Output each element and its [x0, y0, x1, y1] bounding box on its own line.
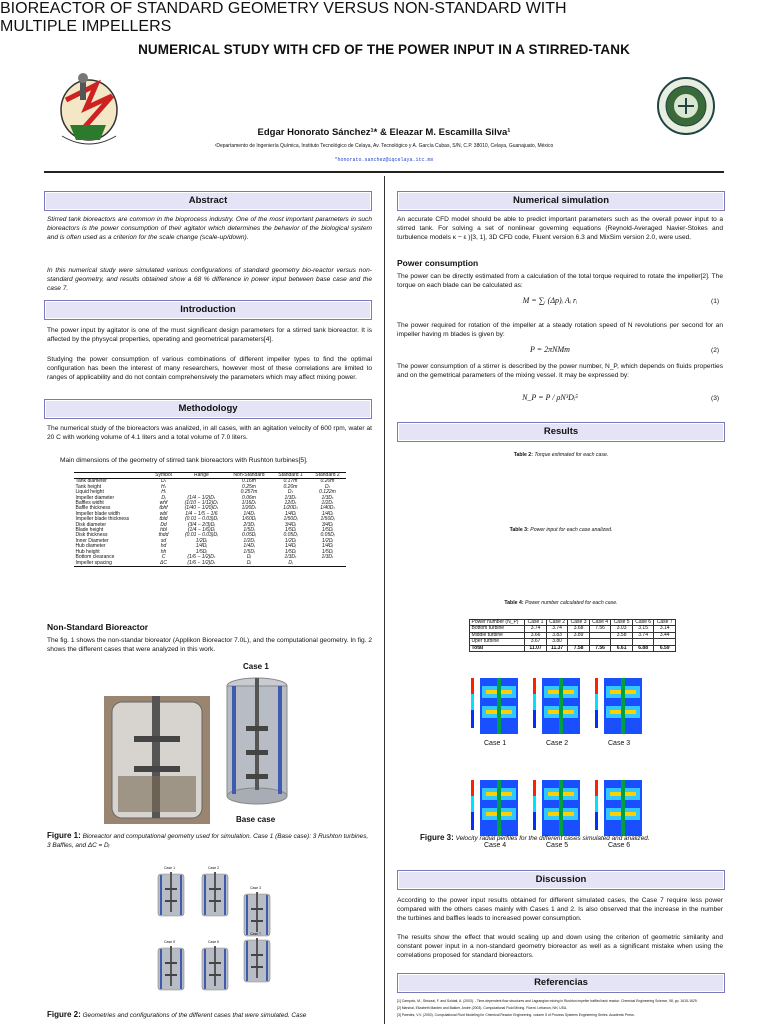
table-cell: 1/4Dᵢ: [284, 543, 297, 550]
reference-1: [1] Campolo, M., Sbrizzai, F. and Soldati, A. (2003). - Time-dependent flow structures and Lagrangian mixing in Rushton impeller baffled tank reactor. Chemical Engineering Science, 58, pp. 1615-1629.: [397, 999, 698, 1003]
fig1-caption: [47, 832, 372, 850]
table-cell: sd: [160, 537, 167, 544]
section-references: Referencias: [397, 973, 725, 993]
intro-p2: Studying the power consumption of various combinations of different impeller types to find the optimal configuration has been the interest of many researchers, however most of these correlations are limited to ranges of applicability and do not contain comprehensively the parameters which may affect mixing power.: [47, 356, 372, 381]
table2-label: Table 2:: [513, 452, 533, 458]
col-header: Case 7: [654, 620, 676, 626]
table-cell: Dₜ: [287, 489, 294, 496]
table-cell: 0.06m: [242, 494, 256, 501]
table-cell: 1/5Dᵢ: [243, 527, 255, 534]
table-cell: tbhf: [159, 505, 168, 512]
col-header: Case 2: [546, 620, 568, 626]
table-cell: Hub height: [75, 548, 100, 555]
title-line-2: BIOREACTOR OF STANDARD GEOMETRY VERSUS NON-STANDARD WITH: [0, 0, 567, 17]
column-divider: [384, 176, 385, 1024]
table-cell: 0.20m: [320, 478, 335, 485]
reference-2: [2] Marshal, Elizabeth Marden and Bakker, André (2003). Computational Fluid Mixing. Fluent. Lebanon, NH, USA.: [397, 1006, 568, 1010]
table-cell: Inner Diameter: [75, 537, 109, 544]
numerical-p2: The power can be directly estimated from a calculation of the total torque required to rotate the impeller[2]. The torque on each blade can be calculated as:: [397, 273, 723, 289]
table2-caption: [397, 452, 725, 458]
col-header: Power number (N_P): [470, 620, 525, 626]
header-divider: [44, 171, 724, 173]
table-cell: 1/4Dᵢ: [243, 510, 255, 517]
table-cell: 1/5Dᵢ: [284, 527, 297, 534]
authors: Edgar Honorato Sánchez¹* & Eleazar M. Escamilla Silva¹: [257, 127, 511, 138]
table-cell: 1/5Dᵢ: [284, 548, 297, 555]
table-cell: (1/4 − 1/6)Dᵢ: [187, 527, 215, 534]
table-cell: 0.122m: [319, 489, 336, 496]
fig3-case-label: Case 3: [608, 740, 631, 747]
table-cell: Middle turbine: [470, 632, 525, 638]
table-cell: 12/Dₜ: [284, 500, 297, 507]
col-header: Case 3: [568, 620, 590, 626]
col-header: Case 6: [632, 620, 654, 626]
table-cell: 0.05Dᵢ: [283, 532, 298, 539]
table-cell: Dₜ: [160, 478, 167, 485]
col-header: Standard 1: [278, 472, 303, 478]
fig3-label: Figure 3:: [420, 833, 454, 842]
fig2-case-geometry: [242, 938, 272, 984]
table-cell: Liquid height: [75, 489, 104, 496]
table-cell: Dd: [160, 521, 167, 528]
table-cell: Dᵢ: [161, 494, 166, 501]
email-link[interactable]: *honorato.sanchez@iqcelaya.itc.mx: [334, 157, 434, 163]
table-cell: Total: [470, 645, 525, 651]
table-cell: Tank height: [75, 483, 102, 490]
table-cell: 1/2Dᵢ: [284, 537, 297, 544]
table-cell: 1/16Dₜ: [241, 500, 257, 507]
table-cell: 3/4Dᵢ: [321, 521, 334, 528]
table-cell: Blade height: [75, 527, 104, 534]
equation-2-number: (2): [711, 347, 720, 354]
table4-caption: [397, 600, 725, 606]
fig2-case-geometry: [156, 872, 186, 918]
table-cell: Bottom turbine: [470, 626, 525, 632]
table-cell: [309, 561, 346, 567]
table-cell: 1/3Dₜ: [284, 554, 297, 561]
velocity-heatmap: [470, 778, 524, 840]
table-cell: 11.07: [525, 645, 547, 651]
table-cell: Dᵢ: [288, 559, 293, 566]
table-cell: 1/5Dᵢ: [321, 527, 334, 534]
table-cell: hd: [160, 543, 167, 550]
velocity-heatmap: [532, 778, 586, 840]
table-cell: 1/50Dᵢ: [283, 516, 298, 523]
table-cell: Impeller spacing: [75, 559, 112, 566]
fig3-case-label: Case 2: [546, 740, 569, 747]
fig2-case-label: Case 3: [250, 886, 262, 890]
fig2-case-label: Case 6: [208, 940, 220, 944]
section-discussion: Discussion: [397, 870, 725, 890]
fig3-case-label: Case 5: [546, 842, 569, 849]
methodology-p1: The numerical study of the bioreactors was analized, in all cases, with an agitation velocity of 600 rpm, water at 20 C with working volume of 4.1 liters and a total volume of 7.0 liters.: [47, 425, 372, 441]
table-cell: (1/40 − 1/20)Dₜ: [184, 505, 219, 512]
title-line-3: MULTIPLE IMPELLERS: [0, 18, 172, 35]
table-cell: 6.88: [632, 645, 654, 651]
fig3-case-label: Case 6: [608, 842, 631, 849]
table-cell: Hub diameter: [75, 543, 106, 550]
table-cell: Disk thickness: [75, 532, 108, 539]
table-cell: 2/3Dᵢ: [243, 521, 255, 528]
table-cell: 1/4Dᵢ: [195, 543, 207, 550]
fig2-text: Geometries and configurations of the different cases that were simulated. Case: [82, 1012, 307, 1019]
equation-3: N_P = P / ρN³Dᵢ⁵: [522, 393, 578, 402]
table-cell: tbld: [159, 516, 168, 523]
table-cell: 6.59: [654, 645, 676, 651]
section-introduction: Introduction: [44, 300, 372, 320]
table-cell: Uper turbine: [470, 639, 525, 645]
table-cell: 1/5Dᵢ: [321, 548, 334, 555]
velocity-heatmap: [470, 676, 524, 738]
fig2-case-label: Case 5: [164, 940, 176, 944]
table-cell: 3.58: [611, 632, 633, 638]
table-cell: 3.83: [546, 632, 568, 638]
table-cell: 3.03: [611, 626, 633, 632]
title-line-1: NUMERICAL STUDY WITH CFD OF THE POWER INPUT IN A STIRRED-TANK: [138, 42, 630, 57]
discussion-p1: According to the power input results obtained for different simulated cases, the Case 7 require less power compared with the others cases mainly with Cases 1 and 2. Is also observed that the increase in the number the turbines and baffles leads to increased power consumption.: [397, 897, 723, 922]
table-cell: 1/20Dₜ: [283, 505, 298, 512]
table-cell: wbl: [159, 510, 168, 517]
table-cell: hh: [160, 548, 167, 555]
col-header: Non-Standard: [233, 472, 265, 478]
section-results: Results: [397, 422, 725, 442]
table-cell: 3.68: [568, 626, 590, 632]
fig3-case-label: Case 1: [484, 740, 507, 747]
table-cell: 7.58: [568, 645, 590, 651]
table-cell: 3.74: [546, 626, 568, 632]
table1-caption: Main dimensions of the geometry of stirred tank bioreactors with Rushton turbines[5].: [60, 457, 308, 464]
table-cell: 7.56: [589, 645, 611, 651]
abstract-p1: Stirred tank bioreactors are common in the bioprocess industry. One of the most important parameters in such bioreactors is the power consumption of their agitator which determines the behavior of the biological system and is often used as a criterion for the scale change (scale-up/down).: [47, 216, 372, 241]
section-numerical: Numerical simulation: [397, 191, 725, 211]
table-cell: Impeller blade thickness: [75, 516, 130, 523]
table-cell: thdd: [158, 532, 169, 539]
table-cell: 0.05Dᵢ: [320, 532, 335, 539]
bioreactor-photo: [104, 696, 210, 824]
table-row: [470, 645, 676, 651]
section-abstract: Abstract: [44, 191, 372, 211]
table-cell: Bottom clearance: [75, 554, 115, 561]
table-cell: hbl: [160, 527, 167, 534]
table-cell: (0.01 − 0.03)Dᵢ: [185, 516, 218, 523]
table-cell: 1/3Dₜ: [321, 494, 334, 501]
table-cell: Impeller diameter: [75, 494, 115, 501]
table-cell: 3.14: [654, 626, 676, 632]
table-row: [74, 561, 346, 567]
table-cell: 0.16m: [242, 478, 256, 485]
table-cell: Baffle thickness: [75, 505, 111, 512]
table-cell: 1/4Dᵢ: [284, 510, 297, 517]
table-cell: Tank diameter: [75, 478, 107, 485]
affiliation: ¹Departamento de Ingeniería Química, Instituto Tecnológico de Celaya, Av. Tecnológico y A. García Cubas, S/N, C.P. 38010, Celaya, Guanajuato, México: [214, 143, 554, 149]
table-cell: Dₜ: [324, 483, 331, 490]
table-cell: 1/4Dᵢ: [321, 543, 334, 550]
table-cell: 1/60Dᵢ: [242, 516, 256, 523]
table-cell: whf: [159, 500, 168, 507]
table-cell: 3.74: [632, 632, 654, 638]
col-header: Case 5: [611, 620, 633, 626]
table-cell: 1/50Dᵢ: [320, 516, 335, 523]
col-header: Standard 2: [315, 472, 340, 478]
table-cell: 0.257m: [240, 489, 258, 496]
col-header: Case 4: [589, 620, 611, 626]
numerical-p1: An accurate CFD model should be able to predict important parameters such as the overall power input to a stirred tank. For solving a set of nonlinear governing equations (Reynold-Averaged Navier-Stokes and turbulence models κ − ε )[3, 1], 3D CFD code, Fluent version 6.3 and MixSim version 2.0, were used.: [397, 216, 723, 241]
fig1-text: Bioreactor and computational geometry used for simulation. Case 1 (Base case): 3 Rushton turbines, 3 Baffles, and ΔC = Dᵢ: [47, 833, 369, 849]
equation-1: M = ∑ᵢ (Δp)ᵢ Aᵢ rᵢ: [522, 296, 578, 305]
table2-caption-text: Torque estimated for each case.: [534, 452, 609, 458]
table3-caption-text: Power input for each case analized.: [530, 527, 613, 533]
dimensions-table: [74, 472, 346, 567]
table-cell: 1/3Dₜ: [284, 494, 297, 501]
table-cell: Dᵢ: [246, 554, 252, 561]
table-cell: 0.17m: [283, 478, 298, 485]
table-cell: Disk diameter: [75, 521, 107, 528]
table-cell: 6.61: [611, 645, 633, 651]
table-cell: (1/4 − 1/2)Dₜ: [187, 494, 216, 501]
table-cell: 0.05Dᵢ: [242, 532, 256, 539]
discussion-p2: The results show the effect that would scaling up and down using the criterion of geometric similarity and constant power input in a non-standard geometry bioreactor as well as a significant mistake when using the correlations proposed for standard bioreactors.: [397, 934, 723, 959]
intro-p1: The power input by agitator is one of the must significant design parameters for a stirred tank bioreactor. It is affected by the physycal properties, operating and geometrical parameters[4].: [47, 327, 372, 343]
table-cell: 3.89: [568, 632, 590, 638]
table-cell: 11.37: [546, 645, 568, 651]
table-cell: 7.56: [589, 626, 611, 632]
table3-caption: [397, 527, 725, 533]
fig1-label: Figure 1:: [47, 831, 81, 840]
fig1-basecase-label: Base case: [236, 815, 276, 824]
table-cell: 1/3Dₜ: [321, 554, 334, 561]
nonstandard-p1: The fig. 1 shows the non-standar bioreator (Applikon Bioreactor 7.0L), and the computational geometry. In fig. 2 shows the different cases that were analyzed in this work.: [47, 637, 372, 653]
equation-1-number: (1): [711, 298, 720, 305]
fig3-case-label: Case 4: [484, 842, 507, 849]
table-cell: (3/4 − 2/3)Dᵢ: [187, 521, 215, 528]
table-cell: 0.25m: [242, 483, 256, 490]
section-methodology: Methodology: [44, 399, 372, 419]
equation-3-number: (3): [711, 395, 720, 402]
fig2-case-geometry: [156, 946, 186, 992]
fig2-case-label: Case 7: [250, 932, 262, 936]
computational-geometry: [222, 676, 292, 806]
table4-label: Table 4:: [504, 600, 524, 606]
table-cell: 3.15: [632, 626, 654, 632]
table-cell: 0.20m: [283, 483, 298, 490]
table-cell: 1/4Dᵢ: [243, 543, 255, 550]
table-cell: Hₗ: [161, 489, 166, 496]
table-cell: C: [161, 554, 166, 561]
col-header: Range: [194, 472, 209, 478]
table-cell: Baffles widht: [75, 500, 104, 507]
table-cell: 1/20Dₜ: [241, 505, 257, 512]
table-cell: Impeller blade width: [75, 510, 120, 517]
table-cell: 1/2Dᵢ: [195, 537, 207, 544]
table-cell: 1/4Dᵢ: [321, 510, 334, 517]
fig3-text: Velocity radial perfiles for the different cases simulated and analized.: [455, 835, 650, 842]
table-cell: (1/6 − 1/2)Dₜ: [187, 559, 216, 566]
table-cell: 3.74: [525, 626, 547, 632]
numerical-p3: The power required for rotation of the impeller at a steady rotation speed of N revolutions per second for an impeller having m blades is given by:: [397, 322, 723, 338]
table-cell: 1/2Dᵢ: [243, 537, 255, 544]
abstract-p2: In this numerical study were simulated various configurations of standard geometry bio-reactor versus non-standard geometry, and results obtained show a 68 % difference in power input between base case and the case 7.: [47, 267, 372, 292]
table-cell: 3.66: [525, 632, 547, 638]
col-header: Case 1: [525, 620, 547, 626]
table-cell: Hₜ: [160, 483, 167, 490]
fig3-caption: [420, 834, 725, 844]
table-cell: ΔC: [160, 559, 167, 566]
table4-caption-text: Power number calculated for each case.: [525, 600, 618, 606]
velocity-heatmap: [532, 676, 586, 738]
col-header: Symbol: [155, 472, 172, 478]
nonstandard-heading: Non-Standard Bioreactor: [47, 622, 149, 632]
table-cell: 1/2Dₜ: [321, 500, 334, 507]
table-cell: 1/5Dᵢ: [195, 548, 207, 555]
table-cell: 1/40Dₜ: [320, 505, 335, 512]
table-cell: 3.80: [546, 639, 568, 645]
table-cell: (0.01 − 0.03)Dᵢ: [185, 532, 218, 539]
fig2-case-label: Case 2: [208, 866, 220, 870]
table-cell: 1/2Dᵢ: [321, 537, 334, 544]
fig2-label: Figure 2:: [47, 1010, 81, 1019]
velocity-heatmap: [594, 676, 648, 738]
power-consumption-heading: Power consumption: [397, 258, 479, 268]
numerical-p4: The power consumption of a stirrer is described by the power number, N_P, which depends on fluids properties and on the gemetrical parameters of the mixing vessel. It may be expressed by:: [397, 363, 723, 379]
reference-3: [3] Paredes, V.V. (2000). Computational Fluid Modeling for Chemical Reactor Engineering. volume 5 of Process Systems Engineering Series. Academic Press.: [397, 1013, 635, 1017]
velocity-heatmap: [594, 778, 648, 840]
fig2-case-geometry: [200, 946, 230, 992]
table-cell: 3.44: [654, 632, 676, 638]
table-cell: 3/4Dᵢ: [284, 521, 297, 528]
power-number-table: [469, 619, 676, 652]
fig2-case-label: Case 1: [164, 866, 176, 870]
table-cell: (1/10 − 1/12)Dₜ: [184, 500, 219, 507]
table-cell: Dᵢ: [246, 559, 252, 566]
fig2-case-geometry: [200, 872, 230, 918]
table-cell: 3.67: [525, 639, 547, 645]
fig1-case1-label: Case 1: [243, 662, 269, 671]
fig2-caption: [47, 1011, 372, 1021]
table-cell: 1/5Dᵢ: [243, 548, 255, 555]
table-cell: (1/6 − 1/2)Dₜ: [187, 554, 216, 561]
table3-label: Table 3:: [509, 527, 529, 533]
equation-2: P = 2πNMm: [530, 345, 570, 354]
table-cell: 1/4 − 1/5 − 1/6: [185, 510, 218, 517]
